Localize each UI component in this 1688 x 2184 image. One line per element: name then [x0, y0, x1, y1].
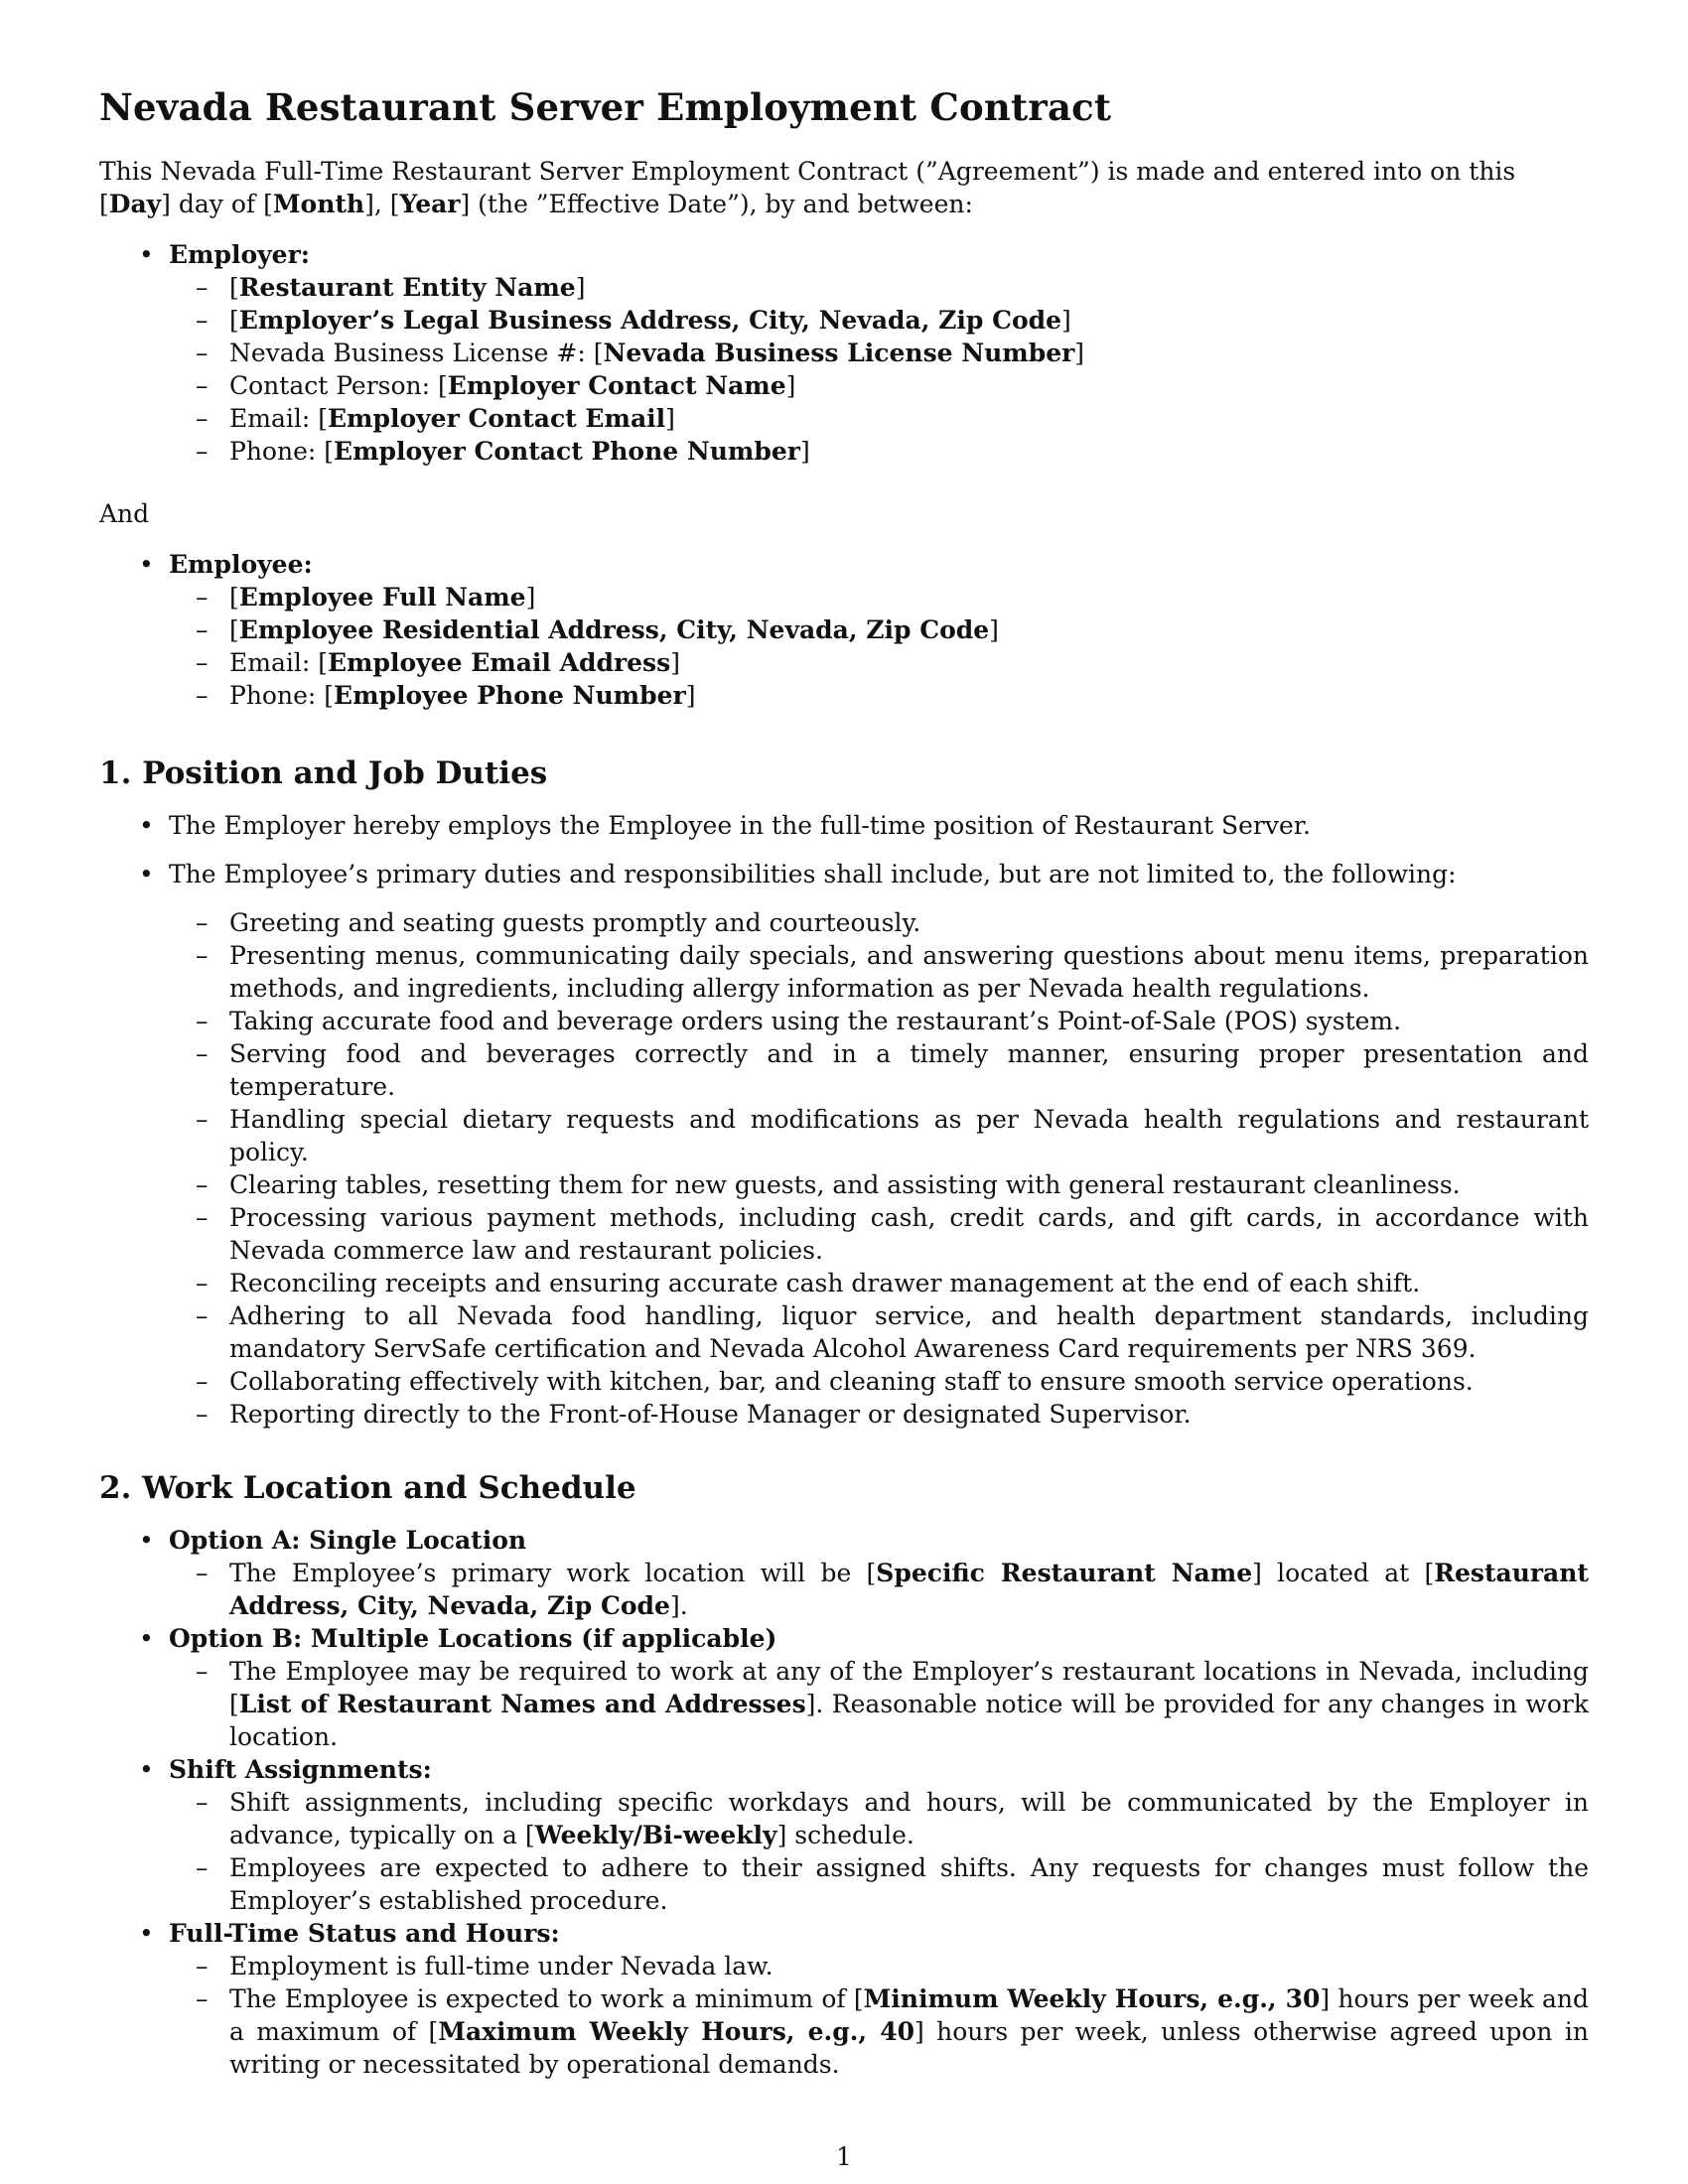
employer-label: Employer: — [169, 240, 310, 269]
shift-assignments-label: Shift Assignments: — [169, 1755, 432, 1784]
employer-entity-line: – [Restaurant Entity Name] — [229, 271, 1589, 304]
duty-item: – Presenting menus, communicating daily specials, and answering questions about menu items, preparation methods, and ingredients, including allergy information as per Nevada health regulations. — [229, 939, 1589, 1005]
employee-email-placeholder: Employee Email Address — [328, 648, 671, 677]
employer-contact-line: – Contact Person: [Employer Contact Name] — [229, 369, 1589, 402]
duty-item: – Taking accurate food and beverage orders using the restaurant’s Point-of-Sale (POS) system. — [229, 1005, 1589, 1037]
employee-name-placeholder: Employee Full Name — [238, 583, 526, 612]
duties-intro: • The Employee’s primary duties and responsibilities shall include, but are not limited to, the following: – Greeting and seating guests promptly and courteously. – Presenting menus, communicating daily specials, and answering questions about menu items, preparation methods, and ingredients, including allergy information as per Nevada health regulations. – Taking accurate food and beverage orders using the restaurant’s Point-of-Sale (POS) system. – Serving food and beverages correctly and in a timely manner, ensuring proper presentation and temperature. – Handling special dietary requests and modifications as per Nevada health regulations and restaurant policy. – Clearing tables, resetting them for new guests, and assisting with general restaurant cleanliness. – Processing various payment methods, including cash, credit cards, and gift cards, in accordance with Nevada commerce law and restaurant policies. – Reconciling receipts and ensuring accurate cash drawer management at the end of each shift. – Adhering to all Nevada food handling, liquor service, and health department standards, including mandatory ServSafe certification and Nevada Alcohol Awareness Card requirements per NRS 369. – Collaborating effectively with kitchen, bar, and cleaning staff to ensure smooth service operations. – Reporting directly to the Front-of-House Manager or designated Supervisor. — [169, 858, 1589, 1431]
intro-paragraph — [99, 155, 1589, 220]
option-a-details — [169, 1557, 1589, 1622]
employer-email-line: – Email: [Employer Contact Email] — [229, 402, 1589, 435]
intro-text: ], [ — [364, 190, 400, 218]
employer-address-line: – [Employer’s Legal Business Address, City, Nevada, Zip Code] — [229, 304, 1589, 337]
min-hours-placeholder: Minimum Weekly Hours, e.g., 30 — [863, 1984, 1321, 2013]
section-1-list — [99, 809, 1589, 1431]
full-time-status-text: – Employment is full-time under Nevada law. — [229, 1950, 1589, 1982]
section-2-list — [99, 1524, 1589, 2081]
option-a-label: Option A: Single Location — [169, 1526, 527, 1555]
employee-list — [99, 548, 1589, 712]
employee-details — [169, 581, 1589, 712]
intro-text: ] (the ”Effective Date”), by and between: — [460, 190, 973, 218]
full-time-item — [169, 1917, 1589, 2081]
document-title: Nevada Restaurant Server Employment Contract — [99, 85, 1112, 129]
position-statement: • The Employer hereby employs the Employee in the full-time position of Restaurant Server. — [169, 809, 1589, 842]
intro-text: ] day of [ — [161, 190, 273, 218]
option-a-text: – The Employee’s primary work location will be [Specific Restaurant Name] located at [Restaurant Address, City, Nevada, Zip Code]. — [229, 1557, 1589, 1622]
duty-item: – Reporting directly to the Front-of-House Manager or designated Supervisor. — [229, 1398, 1589, 1431]
employer-list — [99, 238, 1589, 468]
license-placeholder: Nevada Business License Number — [603, 339, 1075, 367]
shift-adherence-text: – Employees are expected to adhere to their assigned shifts. Any requests for changes must follow the Employer’s established procedure. — [229, 1851, 1589, 1917]
employee-phone-placeholder: Employee Phone Number — [334, 681, 686, 710]
duty-item: – Handling special dietary requests and modifications as per Nevada health regulations and restaurant policy. — [229, 1103, 1589, 1168]
employer-details — [169, 271, 1589, 468]
restaurant-address-placeholder: Restaurant Address, City, Nevada, Zip Code — [229, 1559, 1589, 1620]
document-body — [99, 85, 1589, 2081]
option-a-item — [169, 1524, 1589, 1622]
employee-label: Employee: — [169, 550, 313, 579]
duty-item: – Serving food and beverages correctly and in a timely manner, ensuring proper presentation and temperature. — [229, 1037, 1589, 1103]
weekly-hours-text: – The Employee is expected to work a minimum of [Minimum Weekly Hours, e.g., 30] hours per week and a maximum of [Maximum Weekly Hours, e.g., 40] hours per week, unless otherwise agreed upon in writing or necessitated by operational demands. — [229, 1982, 1589, 2081]
restaurant-list-placeholder: List of Restaurant Names and Addresses — [238, 1690, 806, 1718]
option-b-item — [169, 1622, 1589, 1753]
restaurant-name-placeholder: Specific Restaurant Name — [876, 1559, 1253, 1587]
year-placeholder: Year — [399, 190, 461, 218]
employee-name-line: – [Employee Full Name] — [229, 581, 1589, 614]
duty-item: – Processing various payment methods, including cash, credit cards, and gift cards, in accordance with Nevada commerce law and restaurant policies. — [229, 1201, 1589, 1267]
duty-item: – Clearing tables, resetting them for new guests, and assisting with general restaurant cleanliness. — [229, 1168, 1589, 1201]
shift-assignments-item — [169, 1753, 1589, 1917]
option-b-details — [169, 1655, 1589, 1753]
section-2-heading: 2. Work Location and Schedule — [99, 1470, 636, 1506]
employer-email-placeholder: Employer Contact Email — [328, 404, 666, 433]
full-time-label: Full-Time Status and Hours: — [169, 1919, 560, 1948]
max-hours-placeholder: Maximum Weekly Hours, e.g., 40 — [438, 2017, 915, 2046]
employer-phone-placeholder: Employer Contact Phone Number — [334, 437, 800, 466]
duty-item: – Adhering to all Nevada food handling, liquor service, and health department standards, including mandatory ServSafe certification and Nevada Alcohol Awareness Card requirements per NRS 369. — [229, 1299, 1589, 1365]
employer-phone-line: – Phone: [Employer Contact Phone Number] — [229, 435, 1589, 468]
duty-item: – Greeting and seating guests promptly and courteously. — [229, 906, 1589, 939]
and-text: And — [99, 499, 150, 528]
shift-assignments-details — [169, 1786, 1589, 1917]
employer-entity-placeholder: Restaurant Entity Name — [238, 273, 576, 302]
employee-item — [169, 548, 1589, 712]
option-b-text: – The Employee may be required to work at any of the Employer’s restaurant locations in Nevada, including [List of Restaurant Names and Addresses]. Reasonable notice will be provided for any changes in work location. — [229, 1655, 1589, 1753]
duties-list — [169, 906, 1589, 1431]
employee-email-line: – Email: [Employee Email Address] — [229, 646, 1589, 679]
full-time-details — [169, 1950, 1589, 2081]
intro-text: This Nevada Full-Time Restaurant Server Employment Contract (”Agreement”) is made and entered into on this [ — [99, 157, 1516, 218]
employee-phone-line: – Phone: [Employee Phone Number] — [229, 679, 1589, 712]
employer-address-placeholder: Employer’s Legal Business Address, City, Nevada, Zip Code — [238, 306, 1062, 335]
contact-placeholder: Employer Contact Name — [447, 371, 786, 400]
month-placeholder: Month — [272, 190, 365, 218]
section-1-heading: 1. Position and Job Duties — [99, 755, 548, 791]
shift-schedule-text: – Shift assignments, including specific workdays and hours, will be communicated by the Employer in advance, typically on a [Weekly/Bi-weekly] schedule. — [229, 1786, 1589, 1851]
employee-address-line: – [Employee Residential Address, City, Nevada, Zip Code] — [229, 614, 1589, 646]
employer-license-line: – Nevada Business License #: [Nevada Business License Number] — [229, 337, 1589, 369]
employer-item — [169, 238, 1589, 468]
option-b-label: Option B: Multiple Locations (if applicable) — [169, 1624, 777, 1653]
day-placeholder: Day — [108, 190, 162, 218]
page-number: 1 — [836, 2142, 852, 2171]
employee-address-placeholder: Employee Residential Address, City, Nevada, Zip Code — [238, 615, 990, 644]
schedule-placeholder: Weekly/Bi-weekly — [534, 1821, 777, 1849]
duty-item: – Reconciling receipts and ensuring accurate cash drawer management at the end of each shift. — [229, 1267, 1589, 1299]
duty-item: – Collaborating effectively with kitchen, bar, and cleaning staff to ensure smooth service operations. — [229, 1365, 1589, 1398]
